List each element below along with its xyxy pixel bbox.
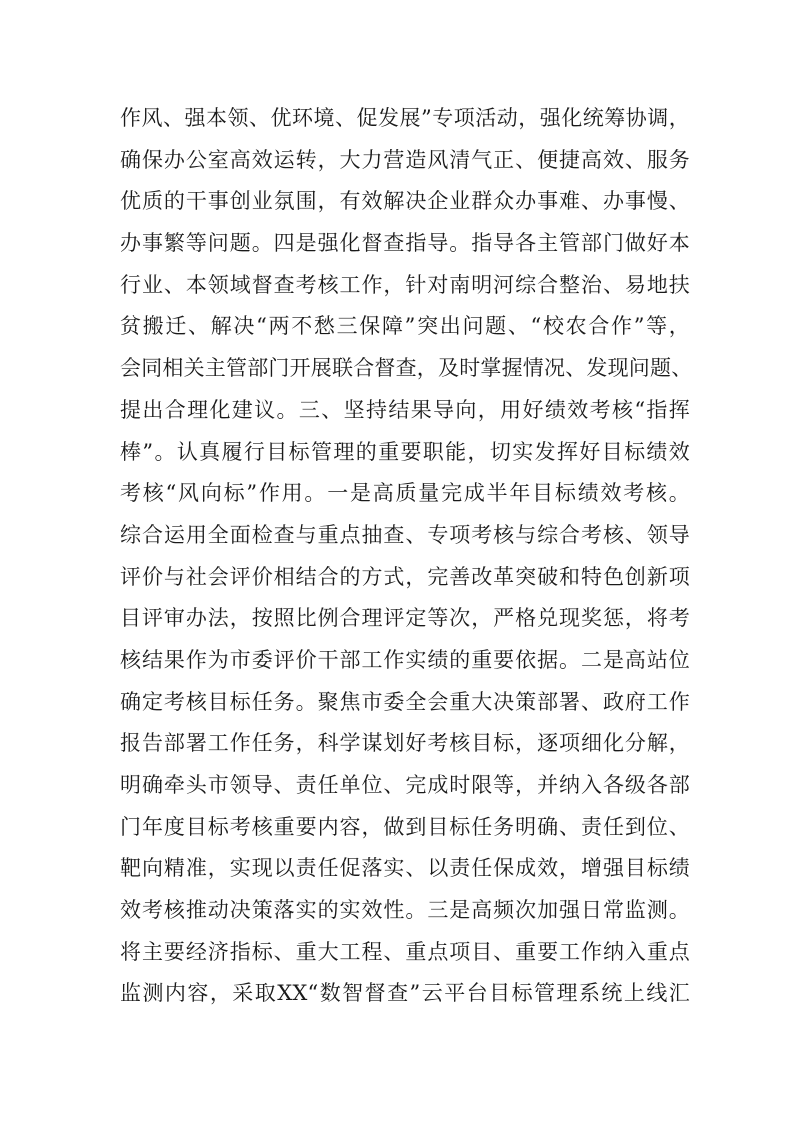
text-line: 棒”。认真履行目标管理的重要职能，切实发挥好目标绩效	[120, 439, 690, 464]
body-text	[120, 98, 693, 1015]
text-line: 会同相关主管部门开展联合督查，及时掌握情况、发现问题、	[120, 356, 693, 381]
text-line: 综合运用全面检查与重点抽查、专项考核与综合考核、领导	[120, 522, 690, 547]
text-line: 靶向精准，实现以责任促落实、以责任保成效，增强目标绩	[120, 856, 690, 881]
text-line: 行业、本领域督查考核工作，针对南明河综合整治、易地扶	[120, 272, 690, 297]
text-line: 监测内容，采取XX“数智督查”云平台目标管理系统上线汇	[120, 981, 690, 1006]
text-line: 效考核推动决策落实的实效性。三是高频次加强日常监测。	[120, 898, 690, 923]
text-line: 明确牵头市领导、责任单位、完成时限等，并纳入各级各部	[120, 773, 690, 797]
text-line: 报告部署工作任务，科学谋划好考核目标，逐项细化分解，	[120, 731, 690, 756]
text-line: 优质的干事创业氛围，有效解决企业群众办事难、办事慢、	[120, 189, 690, 214]
text-line: 目评审办法，按照比例合理评定等次，严格兑现奖惩，将考	[120, 606, 690, 631]
text-line: 办事繁等问题。四是强化督查指导。指导各主管部门做好本	[120, 231, 690, 256]
text-line: 提出合理化建议。三、坚持结果导向，用好绩效考核“指挥	[120, 397, 690, 422]
text-line: 核结果作为市委评价干部工作实绩的重要依据。二是高站位	[120, 647, 690, 672]
text-line: 考核“风向标”作用。一是高质量完成半年目标绩效考核。	[120, 481, 690, 506]
text-line: 门年度目标考核重要内容，做到目标任务明确、责任到位、	[120, 814, 690, 839]
text-line: 评价与社会评价相结合的方式，完善改革突破和特色创新项	[120, 564, 690, 589]
text-line: 作风、强本领、优环境、促发展”专项活动，强化统筹协调，	[120, 106, 690, 130]
text-line: 将主要经济指标、重大工程、重点项目、重要工作纳入重点	[120, 939, 690, 964]
text-line: 贫搬迁、解决“两不愁三保障”突出问题、“校农合作”等，	[120, 314, 690, 339]
text-line: 确保办公室高效运转，大力营造风清气正、便捷高效、服务	[120, 147, 690, 172]
text-line: 确定考核目标任务。聚焦市委全会重大决策部署、政府工作	[120, 689, 690, 714]
